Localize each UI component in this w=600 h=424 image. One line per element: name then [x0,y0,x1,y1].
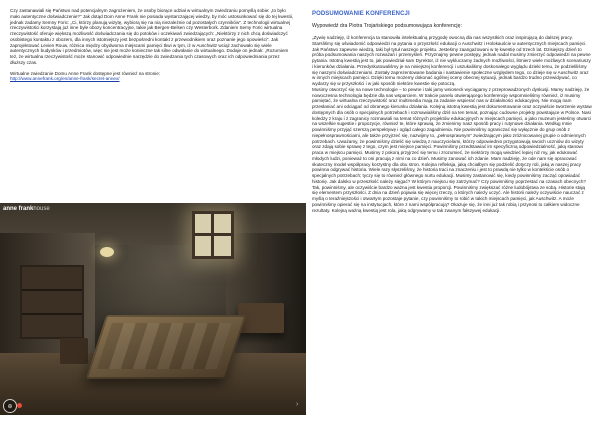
left-paragraph-2 [10,71,294,83]
room-window [192,211,234,259]
next-room-icon[interactable]: › [296,401,299,408]
logo-light: house [33,206,50,212]
lamp [100,247,114,257]
section-title: PODSUMOWANIE KONFERENCJI [312,11,410,17]
left-column [10,8,294,82]
location-marker-icon [17,403,22,408]
secret-annex-link[interactable]: http://www.annefrank.org/en/anne-frank/secret-annex/ [10,76,120,82]
chair [60,338,88,364]
bookshelf [20,265,84,339]
tour-availability-text: Wirtualne zwiedzanie Domu Anne Frank dostępne jest również na stronie: [10,70,161,76]
right-paragraph-1: „Zywię nadzieję, iż konferencja ta stanowiła intelektualną przygodę owocną dla nas wszystkich oraz inspirującą do dalszej pracy. Starsliśmy się uświadomić odpowiedzi na pytania o przyszłość edukacji o Auschwitz i Holokauście w autentycznych miejscach pamięci. Jak Państwo zapewne wiedzą, taki był tytuł naszego projektu. Jesteśmy zaangażowani w tę kwestię od trzech lat. Dzisiejszy dzień to próba podsumowania naszych rozważań i przemyśleń. Przyznajmy pewne postępy, jednak nadal musimy zmierzyć odpowiedzi na pewne pytania. Istotną kwestią jest to, jak powiedział sam Dyrektor, iż nie wykluczamy żadnych możliwości, litmierz wiele możliwych scenariuszy i kierunków działania. Przedyskutowaliśmy je na niniejszej konferencji i uszukaliśmy doskonałego wyglądu dzieki temu, że podzieliliśmy się naszymi doświadczeniami. Zostały zaprezentowane badania i nastawienie społeczne względem tego, co dzieje się w Auschwitz oraz w innych miejscach pamięci. Dzięki temu możemy dokonać ogólnej oceny obecnej sytuacji, jednak bardzo trudno przewidywać, co wydarzy się w przyszłości i w jaki sposób niektóre kwestie się potoczą. [312,35,591,86]
logo-bold: anne frank [3,206,34,212]
anne-frank-house-logo [3,206,50,212]
right-column [312,8,592,213]
virtual-tour-screenshot [0,203,306,415]
right-paragraph-2: Musimy otworzyć się na nowe technologie – to pewne i taki jamy wnioseck wyciągamy z przeprowadzonych dyskusji. Mamy nadzieję, że nowoczesna technologia będzie dla nas wsparciem. W trakcie panelu otwierającego konferencję wspomnieliśmy również, iż musimy pamiętać, że wirtualna rzeczywistość oraz multimedia mają za zadanie wspierać nas w działalności edukacyjnej. Nie mogą nam przesłaniać ani odciągać od obranego kierunku działania. Kolejną istotną kwestią jest dokumentowanie oraz oczywiście tworzenie wystaw dostępnych dla osób o specjalnych potrzebach i rozmawialiśmy dziś na ten temat, poznając cudowne projekty powstające w Polsce. Nasi koledzy z kraju i z zagranicy rozmawiali na temat różnych projektów edukacyjnych w miejscach pamięci, a jako muzeum jesteśmy otwarci na wszelkie sugestie i propozycje, również te, które sprawią, że zmienimy nasz sposób pracy i rutynowe działania. Według mnie powinniśmy przyjąć szerszą perspektywę i ogląd całego zagadnienia. Nie powinniśmy ograniczać się wyłącznie do grup osób z niepełnosprawnościami, ale także przyjrzeć się, nazwijmy to, „pełnosprawnym” zwiedzającym jako zróżnicowanej grupie o odmiennych potrzebach. Uważamy, że powinniśmy dzielić się wiedzą z nauczycielami, którzy odpowiednio przygotowują swoich uczniów do wizyty oraz zdają sobie sprawę z tego, czym jest miejsce pamięci. Powinniśmy przedstawiać im specyficzną odpowiedzialność, jaką stanowi praca w miejscu pamięci. Musimy z pokorą przyjrzeć się temu i zrozumieć, że niektórzy mogą wiedzieć lepiej niż my, jak edukować młodych ludzi, ponieważ to oni pracują z nimi na co dzień. Musimy zanować ich zdanie. Mam nadzieję, że ode nam się opracować skuteczny model współpracy korzystny dla obu stron. Kolejna refleksja, jaką chciałbym się podzielić dotyczy roli, jaką w naszej pracy powinna odgrywać historia. Wiele razy słyszeliśmy, że historia traci na znaczeniu i jest to prawdą nie tylko w kontekście osób o specjalnych potrzebach; tyczy się to również głównego nurtu edukacji. Musimy zastanowić się, kiedy powinniśmy zacząć opowiadać historię. Jak dalsko w przeszłość należy sięgać? W którym miejscu się zatrzymać? Czy powinniśmy poprzestać na czasach obecnych? Tak, powinniśmy, ale oczywiście bardzo ważna jest kwestia proporcji. Powinniśmy zwiększać różne ludobójstwa ze sobą. Historie stają się elementem przyszłości. Z dnia na dzień pojawia się więcej rzeczy, o których należy uczyć. Ale historii należy oczywiście nauczać z myślą o teraźniejszości i otwartym pozostaje pytanie, czy powinniśmy to robić w takich miejscach pamięci, jak Auschwitz. A może powinniśmy opierać się na instytucjach, które z nami współpracują? Okazuje się, że inni już tak robią i przynosi to całkiem widoczne rezultaty. Kolejną ważną kwestią jest rola, jaką odgrywamy w tak zwanym fałszywej edukacji. [312,86,592,213]
bed [86,315,247,379]
compass-nav-icon[interactable]: ⊕ [3,399,17,413]
section-subtitle: Wypowiedź dra Piotra Trojańskiego podsumowująca konferencję: [312,23,462,29]
left-paragraph-1: Czy zastanawiali się Państwo nad potencjalnym zagrożeniem, że osoby biorące udział w wirtualnym zwiedzaniu pomyślą sobie: „to było mało autentyczne doświadczenie?” Jak dotąd Dom Anne Frank nie posiada wystarczającej wiedzy, by móc ustosunkować się do tej kwestii, jednak zadamy Semny Foric: „Ci, którzy planują wizytę, wybiorą się na nią niezależnie od pozostałych czynników”. Z technologii wirtualnej rzeczywistości korzystają już inne byłe obozy koncentracyjne, takie jak Bergen-Belsen czy Westerbork. Zdaniem Semy Foric wirtualna rzeczywistość oferuje większą możliwość doświadczania się do potoków i oczekiwań zwiedzających: „Niektórzy z nich chcą doświadczyć osobistego kontaktu z obozem, dla innych istotniejszy jest bezpośredni kontakt z przewodnikiem oraz poznanie jego opowieści”. Jak zaprojektować Levien Rouw, różnica między obydwoma miejscami pamięci tkwi w tym, iż w Auschwitz wciąż zachowało się wiele autentycznych budynków i przedmiotów, więc nie jest może konieczne tak silne odwołanie do wirtualnego. Dodaje on jednak: „Rozumiem też, że wirtualna rzeczywistość może stanowić odpowiednie narzędzie do zwiedzania tych czasowych oraz ich odpowiedniania przez dłuższy czas. [10,8,294,65]
